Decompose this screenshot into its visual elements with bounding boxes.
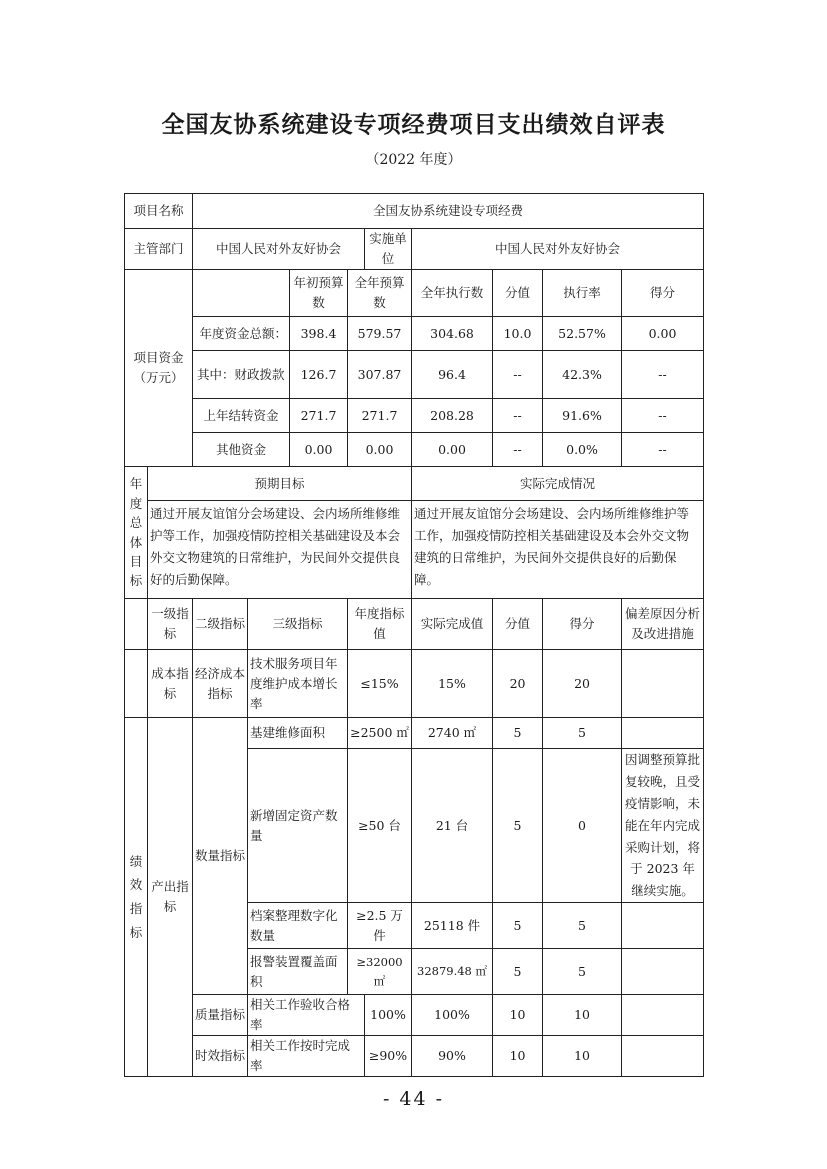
indicator-header: 年度指标值: [348, 599, 412, 650]
funds-cell: 91.6%: [543, 399, 622, 433]
evaluation-table: [124, 193, 704, 1077]
qty-weight: 5: [493, 718, 543, 749]
quality-actual: 100%: [412, 995, 493, 1036]
qty-actual: 32879.48 ㎡: [412, 949, 493, 995]
qty-score: 0: [543, 749, 622, 903]
qty-target: ≥2500 ㎡: [348, 718, 412, 749]
qty-weight: 5: [493, 749, 543, 903]
funds-cell: 0.00: [622, 317, 704, 351]
funds-header: 执行率: [543, 270, 622, 317]
table-row: [125, 467, 704, 501]
qty-level3: 新增固定资产数量: [248, 749, 348, 903]
table-row: [125, 351, 704, 399]
qty-score: 5: [543, 949, 622, 995]
qty-target: ≥50 台: [348, 749, 412, 903]
indicator-header: 分值: [493, 599, 543, 650]
cost-level1: 成本指标: [148, 650, 193, 718]
funds-cell: 0.00: [348, 433, 412, 467]
timeliness-note: [622, 1036, 704, 1077]
qty-note: [622, 949, 704, 995]
indicator-header: 三级指标: [248, 599, 348, 650]
qty-target: ≥32000 ㎡: [348, 949, 412, 995]
cost-actual: 15%: [412, 650, 493, 718]
expected-header: 预期目标: [148, 467, 412, 501]
funds-row-name: 其他资金: [193, 433, 290, 467]
quality-level3: 相关工作验收合格率: [248, 995, 365, 1036]
timeliness-score: 10: [543, 1036, 622, 1077]
qty-target: ≥2.5 万件: [348, 903, 412, 949]
funds-cell: 579.57: [348, 317, 412, 351]
timeliness-weight: 10: [493, 1036, 543, 1077]
quality-weight: 10: [493, 995, 543, 1036]
indicator-header: 二级指标: [193, 599, 248, 650]
funds-cell: --: [622, 433, 704, 467]
qty-level3: 档案整理数字化数量: [248, 903, 348, 949]
timeliness-level3: 相关工作按时完成率: [248, 1036, 365, 1077]
qty-actual: 21 台: [412, 749, 493, 903]
funds-cell: --: [493, 433, 543, 467]
funds-cell: 52.57%: [543, 317, 622, 351]
qty-score: 5: [543, 903, 622, 949]
project-name-value: 全国友协系统建设专项经费: [193, 194, 704, 229]
funds-header: 全年执行数: [412, 270, 493, 317]
table-row: [125, 194, 704, 229]
impl-label: 实施单位: [365, 229, 412, 270]
qty-note: [622, 903, 704, 949]
funds-cell: 398.4: [290, 317, 348, 351]
funds-row-name: 年度资金总额：: [193, 317, 290, 351]
table-row: [125, 1036, 704, 1077]
qty-level3: 报警装置覆盖面积: [248, 949, 348, 995]
qty-note: [622, 718, 704, 749]
funds-cell: --: [493, 351, 543, 399]
funds-row-name: 上年结转资金: [193, 399, 290, 433]
quantity-label: 数量指标: [193, 718, 248, 995]
table-row: [125, 650, 704, 718]
funds-cell: 307.87: [348, 351, 412, 399]
funds-header: 分值: [493, 270, 543, 317]
quality-score: 10: [543, 995, 622, 1036]
cost-note: [622, 650, 704, 718]
table-row: [125, 501, 704, 599]
indicator-header: 得分: [543, 599, 622, 650]
dept-value: 中国人民对外友好协会: [193, 229, 365, 270]
funds-header: 全年预算数: [348, 270, 412, 317]
funds-cell: 271.7: [348, 399, 412, 433]
funds-cell: 96.4: [412, 351, 493, 399]
page-subtitle: （2022 年度）: [365, 152, 462, 168]
funds-label: 项目资金（万元）: [125, 270, 193, 467]
qty-weight: 5: [493, 903, 543, 949]
qty-score: 5: [543, 718, 622, 749]
funds-cell: 0.00: [290, 433, 348, 467]
funds-cell: --: [622, 351, 704, 399]
expected-text: 通过开展友谊馆分会场建设、会内场所维修维护等工作，加强疫情防控相关基础建设及本会外交文物建筑的日常维护，为民间外交提供良好的后勤保障。: [148, 501, 412, 599]
funds-cell: 10.0: [493, 317, 543, 351]
impl-value: 中国人民对外友好协会: [412, 229, 704, 270]
funds-cell: --: [493, 399, 543, 433]
cost-score: 20: [543, 650, 622, 718]
cost-level3: 技术服务项目年度维护成本增长率: [248, 650, 348, 718]
page-number: - 44 -: [382, 1088, 445, 1110]
output-label: 产出指标: [148, 718, 193, 1077]
table-row: [125, 718, 704, 749]
funds-cell: 42.3%: [543, 351, 622, 399]
funds-cell: 304.68: [412, 317, 493, 351]
actual-text: 通过开展友谊馆分会场建设、会内场所维修维护等工作，加强疫情防控相关基础建设及本会外交文物建筑的日常维护，为民间外交提供良好的后勤保障。: [412, 501, 704, 599]
cost-weight: 20: [493, 650, 543, 718]
qty-actual: 25118 件: [412, 903, 493, 949]
funds-cell: 0.00: [412, 433, 493, 467]
funds-cell: 271.7: [290, 399, 348, 433]
performance-label: 绩效指标: [125, 718, 148, 1077]
blank-cell: [125, 599, 148, 650]
table-row: [125, 270, 704, 317]
table-row: [125, 317, 704, 351]
funds-cell: 126.7: [290, 351, 348, 399]
table-row: [125, 229, 704, 270]
indicator-header: 偏差原因分析及改进措施: [622, 599, 704, 650]
cost-target: ≤15%: [348, 650, 412, 718]
quality-level2: 质量指标: [193, 995, 248, 1036]
quality-note: [622, 995, 704, 1036]
cost-level2: 经济成本指标: [193, 650, 248, 718]
timeliness-level2: 时效指标: [193, 1036, 248, 1077]
timeliness-target: ≥90%: [365, 1036, 412, 1077]
quality-target: 100%: [365, 995, 412, 1036]
funds-cell: 208.28: [412, 399, 493, 433]
qty-note: 因调整预算批复较晚，且受疫情影响，未能在年内完成采购计划，将于 2023 年继续实施。: [622, 749, 704, 903]
blank-cell: [125, 650, 148, 718]
table-row: [125, 599, 704, 650]
table-row: [125, 433, 704, 467]
page-title: 全国友协系统建设专项经费项目支出绩效自评表: [161, 112, 666, 138]
table-row: [125, 995, 704, 1036]
table-row: [125, 399, 704, 433]
qty-actual: 2740 ㎡: [412, 718, 493, 749]
indicator-header: 实际完成值: [412, 599, 493, 650]
funds-cell: --: [622, 399, 704, 433]
qty-level3: 基建维修面积: [248, 718, 348, 749]
timeliness-actual: 90%: [412, 1036, 493, 1077]
indicator-header: 一级指标: [148, 599, 193, 650]
funds-header-blank: [193, 270, 290, 317]
funds-header: 得分: [622, 270, 704, 317]
funds-row-name: 其中：财政拨款: [193, 351, 290, 399]
project-name-label: 项目名称: [125, 194, 193, 229]
actual-header: 实际完成情况: [412, 467, 704, 501]
goals-label: 年度总体目标: [125, 467, 148, 599]
funds-cell: 0.0%: [543, 433, 622, 467]
qty-weight: 5: [493, 949, 543, 995]
funds-header: 年初预算数: [290, 270, 348, 317]
dept-label: 主管部门: [125, 229, 193, 270]
